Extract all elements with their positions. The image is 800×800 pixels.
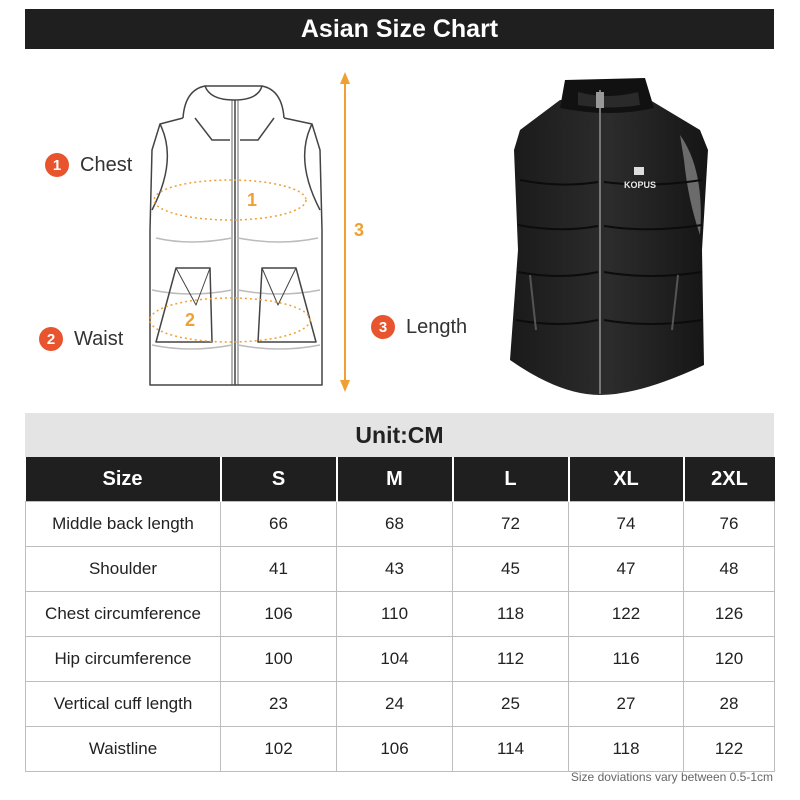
table-cell: 41: [221, 547, 337, 592]
table-row: [26, 727, 775, 772]
table-cell: 116: [569, 637, 684, 682]
header-m: M: [337, 457, 453, 502]
table-cell: 100: [221, 637, 337, 682]
callout-number: 2: [39, 327, 63, 351]
vest-diagram: [0, 55, 800, 405]
vest-product-photo: [0, 55, 800, 405]
table-cell: 48: [684, 547, 775, 592]
row-label: Vertical cuff length: [26, 682, 221, 727]
table-cell: 25: [453, 682, 569, 727]
unit-label: Unit:CM: [25, 413, 774, 457]
sketch-number-1: 1: [246, 190, 258, 210]
header-2xl: 2XL: [684, 457, 775, 502]
table-cell: 112: [453, 637, 569, 682]
table-row: [26, 637, 775, 682]
size-deviation-note: Size doviations vary between 0.5-1cm: [570, 770, 773, 784]
table-row: [26, 502, 775, 547]
table-row: [26, 592, 775, 637]
row-label: Waistline: [26, 727, 221, 772]
table-cell: 28: [684, 682, 775, 727]
table-cell: 24: [337, 682, 453, 727]
row-label: Chest circumference: [26, 592, 221, 637]
table-cell: 72: [453, 502, 569, 547]
table-cell: 68: [337, 502, 453, 547]
row-label: Middle back length: [26, 502, 221, 547]
callout-label: Length: [406, 315, 468, 338]
table-cell: 106: [337, 727, 453, 772]
chart-title: Asian Size Chart: [25, 9, 774, 49]
table-cell: 106: [221, 592, 337, 637]
callout-number: 3: [371, 315, 395, 339]
table-cell: 76: [684, 502, 775, 547]
table-row: [26, 682, 775, 727]
table-cell: 43: [337, 547, 453, 592]
size-table: [25, 457, 775, 772]
table-cell: 47: [569, 547, 684, 592]
table-cell: 122: [569, 592, 684, 637]
table-cell: 74: [569, 502, 684, 547]
table-cell: 120: [684, 637, 775, 682]
table-row: [26, 547, 775, 592]
table-cell: 118: [569, 727, 684, 772]
table-cell: 45: [453, 547, 569, 592]
header-s: S: [221, 457, 337, 502]
table-cell: 66: [221, 502, 337, 547]
sketch-number-2: 2: [184, 310, 196, 330]
table-cell: 118: [453, 592, 569, 637]
table-header-row: [26, 457, 775, 502]
sketch-number-3: 3: [353, 220, 365, 240]
table-cell: 114: [453, 727, 569, 772]
table-cell: 27: [569, 682, 684, 727]
table-cell: 126: [684, 592, 775, 637]
table-cell: 104: [337, 637, 453, 682]
table-cell: 23: [221, 682, 337, 727]
table-cell: 110: [337, 592, 453, 637]
header-l: L: [453, 457, 569, 502]
callout-label: Waist: [74, 327, 124, 350]
callout-number: 1: [45, 153, 69, 177]
header-xl: XL: [569, 457, 684, 502]
header-size: Size: [26, 457, 221, 502]
table-cell: 122: [684, 727, 775, 772]
row-label: Shoulder: [26, 547, 221, 592]
callout-label: Chest: [80, 153, 133, 176]
row-label: Hip circumference: [26, 637, 221, 682]
table-cell: 102: [221, 727, 337, 772]
brand-logo: KOPUS: [623, 180, 657, 190]
